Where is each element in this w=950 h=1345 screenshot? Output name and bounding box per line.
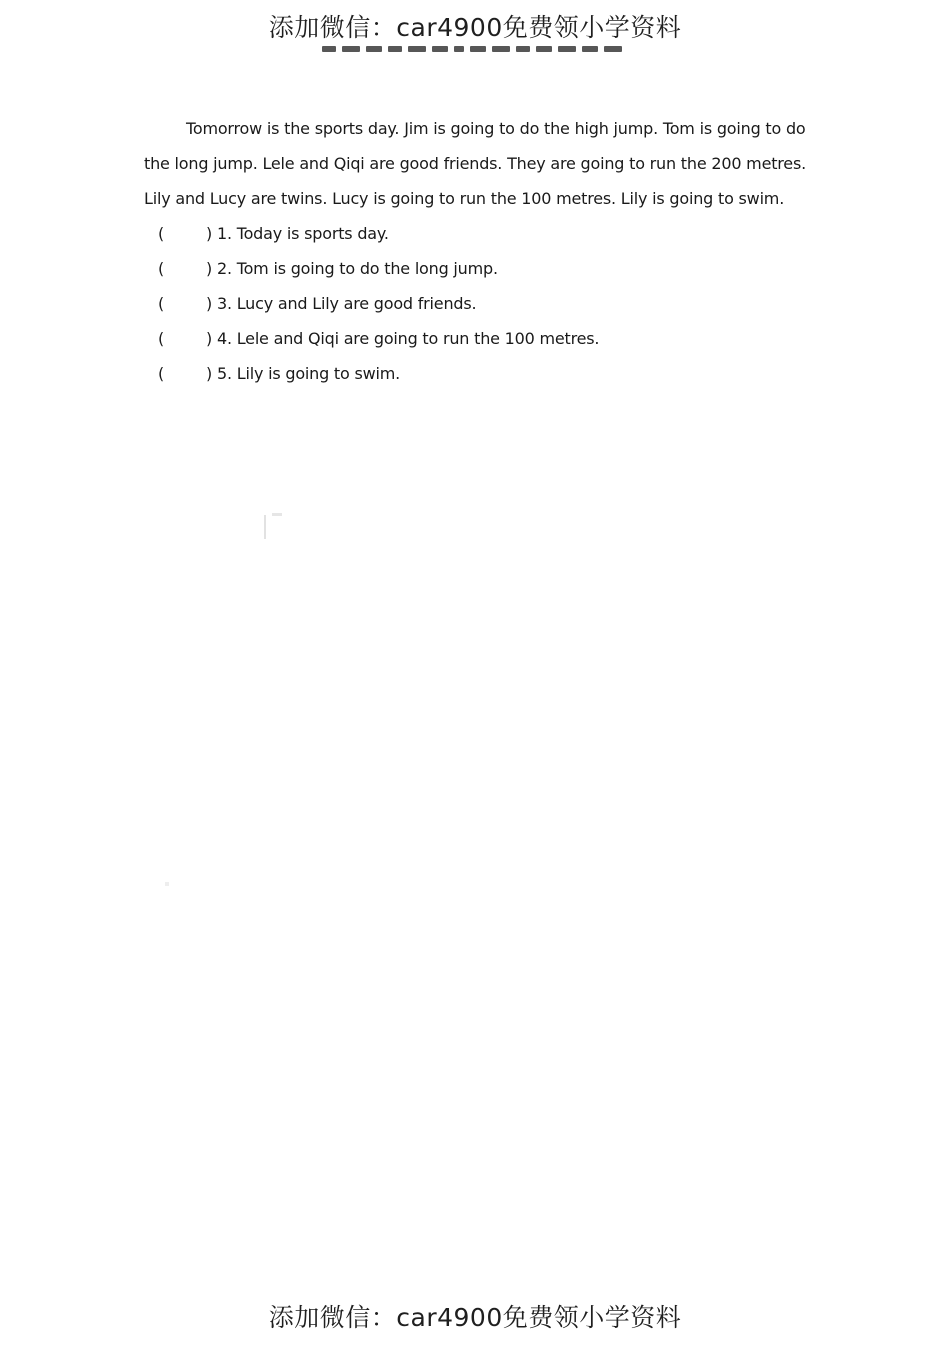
answer-paren-open: ( [158, 329, 165, 348]
answer-paren-open: ( [158, 364, 165, 383]
answer-paren-open: ( [158, 294, 165, 313]
reading-passage: Tomorrow is the sports day. Jim is going to do the high jump. Tom is going to do the long jump. Lele and Qiqi are good friends. They are going to run the 200 metres. Lily and Lucy are twins. Lucy is going to run the 100 metres. Lily is going to swim. [144, 119, 806, 208]
question-text: 4. Lele and Qiqi are going to run the 100 metres. [216, 329, 600, 348]
question-list [158, 216, 599, 391]
question-item [158, 321, 599, 356]
question-item [158, 251, 599, 286]
answer-paren-close: ) [206, 364, 213, 383]
question-item [158, 216, 599, 251]
header-watermark: 添加微信：car4900免费领小学资料 [268, 13, 682, 42]
footer-watermark: 添加微信：car4900免费领小学资料 [268, 1303, 682, 1332]
question-text: 1. Today is sports day. [216, 224, 389, 243]
scan-speck [272, 513, 282, 516]
answer-paren-close: ) [206, 224, 213, 243]
clipped-header-text [320, 44, 632, 54]
answer-paren-open: ( [158, 259, 165, 278]
answer-paren-close: ) [206, 259, 213, 278]
answer-paren-close: ) [206, 329, 213, 348]
answer-paren-close: ) [206, 294, 213, 313]
question-text: 2. Tom is going to do the long jump. [216, 259, 498, 278]
question-text: 3. Lucy and Lily are good friends. [216, 294, 477, 313]
answer-paren-open: ( [158, 224, 165, 243]
question-item [158, 356, 599, 391]
question-text: 5. Lily is going to swim. [216, 364, 401, 383]
scan-speck [264, 515, 266, 539]
question-item [158, 286, 599, 321]
scan-speck [165, 882, 169, 886]
